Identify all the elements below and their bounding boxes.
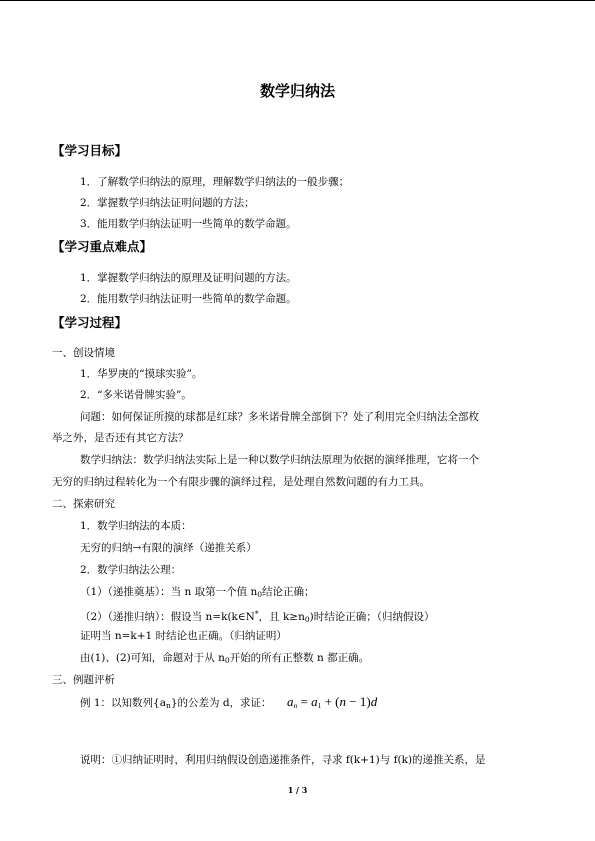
paragraph-line: 举之外，是否还有其它方法？ — [52, 432, 189, 444]
subscript: n — [165, 701, 171, 710]
formula-an — [287, 694, 377, 714]
subscript: 0 — [304, 615, 310, 624]
list-item: 1．数学归纳法的本质： — [80, 520, 192, 532]
formula-var: a — [311, 694, 318, 709]
top-rule — [0, 0, 595, 1]
formula-var: d — [370, 694, 378, 709]
paragraph-line: 无穷的归纳→有限的演绎（递推关系） — [80, 542, 257, 554]
superscript: * — [254, 609, 259, 618]
subscript: 1 — [317, 701, 322, 710]
axiom-step-text: ，且 k≥n — [258, 611, 305, 623]
paragraph-line: 说明：①归纳证明时，利用归纳假设创造递推条件，寻求 f(k+1)与 f(k)的递推关系，是 — [80, 754, 486, 766]
formula-op: + ( — [321, 694, 340, 709]
goal-item: 2．掌握数学归纳法证明问题的方法； — [80, 197, 255, 209]
subscript: 0 — [257, 590, 262, 599]
list-item: 2．“多米诺骨牌实验”。 — [80, 389, 192, 401]
axiom-step-text: )时结论正确；（归纳假设） — [309, 611, 435, 623]
paragraph-line: 证明当 n=k+1 时结论也正确。（归纳证明） — [80, 630, 287, 642]
axiom-step-text: （2）（递推归纳）：假设当 n=k(k∈N — [80, 611, 255, 623]
axiom-step — [80, 585, 315, 602]
conclusion-text: 开始的所有正整数 n 都正确。 — [229, 652, 370, 664]
axiom-step-text: （1）（递推奠基）：当 n 取第一个值 n — [80, 586, 258, 598]
example-text: 例 1：以知数列{a — [80, 697, 166, 709]
formula-var: a — [287, 694, 294, 709]
formula-op: − 1) — [346, 694, 371, 709]
subsection-heading: 二、探索研究 — [52, 498, 115, 510]
list-item: 2．数学归纳法公理： — [80, 564, 182, 576]
example-text: }的公差为 d，求证： — [170, 697, 272, 709]
subsection-heading: 一、创设情境 — [52, 347, 115, 359]
subsection-heading: 三、例题评析 — [52, 674, 115, 686]
key-point-item: 2．能用数学归纳法证明一些简单的数学命题。 — [80, 293, 297, 305]
section-heading-process: 【学习过程】 — [52, 315, 128, 330]
axiom-step-text: 结论正确； — [262, 586, 315, 598]
section-heading-goals: 【学习目标】 — [52, 143, 128, 158]
list-item: 1．华罗庚的“摸球实验”。 — [80, 368, 203, 380]
example-line — [80, 696, 272, 713]
paragraph-line: 无穷的归纳过程转化为一个有限步骤的演绎过程，是处理自然数问题的有力工具。 — [52, 476, 430, 488]
goal-item: 3．能用数学归纳法证明一些简单的数学命题。 — [80, 218, 297, 230]
conclusion-text: 由(1)、(2)可知，命题对于从 n — [80, 652, 225, 664]
formula-var: n — [339, 694, 347, 709]
goal-item: 1．了解数学归纳法的原理，理解数学归纳法的一般步骤； — [80, 176, 350, 188]
page-number: 1 / 3 — [287, 785, 308, 795]
key-point-item: 1．掌握数学归纳法的原理及证明问题的方法。 — [80, 272, 297, 284]
axiom-step — [80, 607, 435, 627]
page-title: 数学归纳法 — [259, 82, 335, 100]
subscript: n — [293, 701, 298, 710]
subscript: 0 — [224, 656, 230, 665]
section-heading-key-points: 【学习重点难点】 — [52, 239, 153, 254]
formula-op: = — [297, 694, 312, 709]
paragraph-line: 问题：如何保证所摸的球都是红球？多米诺骨牌全部倒下？处了利用完全归纳法全部枚 — [80, 411, 479, 423]
paragraph-line — [80, 651, 369, 668]
paragraph-line: 数学归纳法：数学归纳法实际上是一种以数学归纳法原理为依据的演绎推理，它将一个 — [80, 454, 479, 466]
